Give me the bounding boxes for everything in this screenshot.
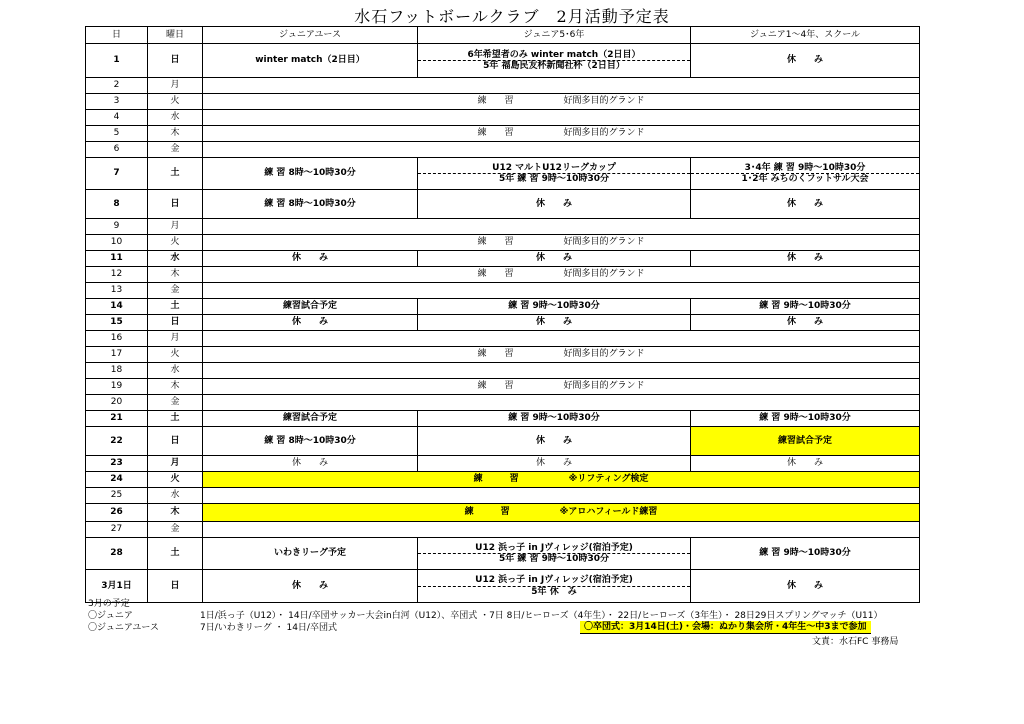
day-cell: 5 bbox=[86, 126, 148, 142]
practice-cell bbox=[203, 267, 920, 283]
day-cell: 2 bbox=[86, 78, 148, 94]
weekday-cell: 金 bbox=[148, 522, 203, 538]
practice-cell bbox=[203, 472, 920, 488]
day-cell: 3 bbox=[86, 94, 148, 110]
junior56-cell: 休 み bbox=[418, 190, 691, 219]
practice-cell bbox=[203, 94, 920, 110]
day-cell: 15 bbox=[86, 315, 148, 331]
page-title: 水石フットボールクラブ 2月活動予定表 bbox=[354, 7, 670, 26]
table-row bbox=[86, 472, 920, 488]
youth-cell: 練習試合予定 bbox=[203, 299, 418, 315]
table-row bbox=[86, 538, 920, 570]
junior14-top: 3･4年 練 習 9時～10時30分 bbox=[691, 163, 919, 174]
practice-place: 好間多目的グランド bbox=[563, 269, 645, 280]
table-row bbox=[86, 411, 920, 427]
youth-cell: 休 み bbox=[203, 251, 418, 267]
weekday-cell: 土 bbox=[148, 411, 203, 427]
youth-cell: 練 習 8時～10時30分 bbox=[203, 427, 418, 456]
header-junior-5-6: ジュニア5･6年 bbox=[418, 27, 691, 44]
weekday-cell: 日 bbox=[148, 570, 203, 603]
youth-cell: いわきリーグ予定 bbox=[203, 538, 418, 570]
practice-cell bbox=[203, 504, 920, 522]
junior56-top: U12 マルトU12リーグカップ bbox=[418, 163, 690, 174]
table-row bbox=[86, 158, 920, 190]
table-row bbox=[86, 299, 920, 315]
junior56-cell bbox=[418, 158, 691, 190]
day-cell: 1 bbox=[86, 44, 148, 78]
practice-place: 好間多目的グランド bbox=[563, 128, 645, 139]
weekday-cell: 金 bbox=[148, 142, 203, 158]
junior14-cell: 休 み bbox=[691, 251, 920, 267]
weekday-cell: 火 bbox=[148, 472, 203, 488]
practice-place: 好間多目的グランド bbox=[563, 381, 645, 392]
weekday-cell: 木 bbox=[148, 504, 203, 522]
activity-cell bbox=[203, 395, 920, 411]
junior56-top: U12 浜っ子 in Jヴィレッジ(宿泊予定) bbox=[418, 575, 690, 586]
junior14-cell: 練 習 9時～10時30分 bbox=[691, 538, 920, 570]
practice-cell bbox=[203, 347, 920, 363]
header-day: 日 bbox=[86, 27, 148, 44]
notes-junior-label: 〇ジュニア bbox=[88, 611, 133, 621]
table-row bbox=[86, 283, 920, 299]
footer-author: 文責：水石FC 事務局 bbox=[812, 637, 899, 647]
weekday-cell: 月 bbox=[148, 219, 203, 235]
youth-cell: 休 み bbox=[203, 315, 418, 331]
day-cell: 17 bbox=[86, 347, 148, 363]
notes-junior-text: 1日/浜っ子（U12）・ 14日/卒団サッカー大会in白河（U12）、卒団式 ・7日 8日/ヒーローズ（4年生）・ 22日/ヒーローズ（3年生）・ 28日29日スプリングマッチ（U11） bbox=[200, 611, 883, 621]
junior14-cell: 休 み bbox=[691, 315, 920, 331]
day-cell: 9 bbox=[86, 219, 148, 235]
day-cell: 3月1日 bbox=[86, 570, 148, 603]
table-row bbox=[86, 142, 920, 158]
table-row bbox=[86, 110, 920, 126]
table-row bbox=[86, 456, 920, 472]
junior14-cell: 休 み bbox=[691, 44, 920, 78]
junior56-cell: 休 み bbox=[418, 251, 691, 267]
day-cell: 20 bbox=[86, 395, 148, 411]
day-cell: 21 bbox=[86, 411, 148, 427]
weekday-cell: 月 bbox=[148, 456, 203, 472]
table-row bbox=[86, 251, 920, 267]
junior56-bottom: 5年 休 み bbox=[531, 586, 577, 597]
notes-youth-label: 〇ジュニアユース bbox=[88, 623, 159, 633]
header-weekday: 曜日 bbox=[148, 27, 203, 44]
practice-note: ※リフティング検定 bbox=[568, 474, 649, 485]
practice-place: 好間多目的グランド bbox=[563, 349, 645, 360]
table-row bbox=[86, 44, 920, 78]
table-row bbox=[86, 522, 920, 538]
day-cell: 12 bbox=[86, 267, 148, 283]
junior56-cell: 休 み bbox=[418, 456, 691, 472]
day-cell: 27 bbox=[86, 522, 148, 538]
day-cell: 11 bbox=[86, 251, 148, 267]
day-cell: 25 bbox=[86, 488, 148, 504]
weekday-cell: 水 bbox=[148, 251, 203, 267]
practice-place: 好間多目的グランド bbox=[563, 237, 645, 248]
day-cell: 26 bbox=[86, 504, 148, 522]
junior14-cell: 休 み bbox=[691, 570, 920, 603]
youth-cell: 練 習 8時～10時30分 bbox=[203, 190, 418, 219]
practice-label: 練 習 bbox=[477, 128, 514, 139]
junior56-cell bbox=[418, 538, 691, 570]
weekday-cell: 月 bbox=[148, 78, 203, 94]
junior56-top: U12 浜っ子 in Jヴィレッジ(宿泊予定) bbox=[418, 543, 690, 554]
notes-youth-row bbox=[88, 622, 337, 634]
day-cell: 23 bbox=[86, 456, 148, 472]
junior14-cell: 練 習 9時～10時30分 bbox=[691, 411, 920, 427]
junior14-cell: 練 習 9時～10時30分 bbox=[691, 299, 920, 315]
table-row bbox=[86, 126, 920, 142]
weekday-cell: 金 bbox=[148, 283, 203, 299]
day-cell: 8 bbox=[86, 190, 148, 219]
weekday-cell: 日 bbox=[148, 315, 203, 331]
junior56-bottom: 5年 福島民友杯新聞社杯（2日目） bbox=[483, 61, 625, 71]
youth-cell: 練習試合予定 bbox=[203, 411, 418, 427]
practice-label: 練 習 bbox=[477, 96, 514, 107]
activity-cell bbox=[203, 110, 920, 126]
table-row bbox=[86, 267, 920, 283]
junior56-cell: 休 み bbox=[418, 315, 691, 331]
notes-youth-text: 7日/いわきリーグ ・ 14日/卒団式 bbox=[200, 623, 337, 633]
weekday-cell: 日 bbox=[148, 427, 203, 456]
practice-label: 練 習 bbox=[477, 349, 514, 360]
table-row bbox=[86, 219, 920, 235]
day-cell: 10 bbox=[86, 235, 148, 251]
day-cell: 16 bbox=[86, 331, 148, 347]
day-cell: 14 bbox=[86, 299, 148, 315]
practice-note: ※アロハフィールド練習 bbox=[559, 507, 658, 518]
activity-cell bbox=[203, 78, 920, 94]
table-row bbox=[86, 315, 920, 331]
table-row bbox=[86, 488, 920, 504]
junior56-top: 6年希望者のみ winter match（2日目） bbox=[418, 50, 690, 61]
junior56-cell bbox=[418, 44, 691, 78]
table-row bbox=[86, 427, 920, 456]
practice-place: 好間多目的グランド bbox=[563, 96, 645, 107]
table-row bbox=[86, 504, 920, 522]
table-row bbox=[86, 190, 920, 219]
youth-cell: 練 習 8時～10時30分 bbox=[203, 158, 418, 190]
notes-heading: 3月の予定 bbox=[88, 599, 130, 609]
day-cell: 22 bbox=[86, 427, 148, 456]
weekday-cell: 土 bbox=[148, 158, 203, 190]
junior14-cell: 休 み bbox=[691, 456, 920, 472]
practice-label: 練 習 bbox=[477, 381, 514, 392]
junior56-cell: 休 み bbox=[418, 427, 691, 456]
weekday-cell: 金 bbox=[148, 395, 203, 411]
table-row bbox=[86, 570, 920, 603]
junior14-cell: 休 み bbox=[691, 190, 920, 219]
youth-cell: 休 み bbox=[203, 570, 418, 603]
table-row bbox=[86, 331, 920, 347]
table-row bbox=[86, 379, 920, 395]
weekday-cell: 木 bbox=[148, 126, 203, 142]
junior14-cell bbox=[691, 158, 920, 190]
practice-cell bbox=[203, 126, 920, 142]
day-cell: 24 bbox=[86, 472, 148, 488]
youth-cell: 休 み bbox=[203, 456, 418, 472]
weekday-cell: 水 bbox=[148, 110, 203, 126]
practice-label: 練 習 bbox=[464, 507, 510, 518]
day-cell: 19 bbox=[86, 379, 148, 395]
schedule-table bbox=[85, 26, 920, 603]
youth-cell: winter match（2日目） bbox=[203, 44, 418, 78]
junior56-cell: 練 習 9時～10時30分 bbox=[418, 411, 691, 427]
weekday-cell: 土 bbox=[148, 299, 203, 315]
weekday-cell: 火 bbox=[148, 347, 203, 363]
practice-label: 練 習 bbox=[477, 269, 514, 280]
practice-label: 練 習 bbox=[477, 237, 514, 248]
weekday-cell: 水 bbox=[148, 488, 203, 504]
junior56-bottom: 5年 練 習 9時～10時30分 bbox=[499, 174, 609, 184]
table-row bbox=[86, 363, 920, 379]
weekday-cell: 水 bbox=[148, 363, 203, 379]
practice-cell bbox=[203, 379, 920, 395]
activity-cell bbox=[203, 331, 920, 347]
activity-cell bbox=[203, 142, 920, 158]
practice-label: 練 習 bbox=[473, 474, 519, 485]
weekday-cell: 火 bbox=[148, 94, 203, 110]
day-cell: 13 bbox=[86, 283, 148, 299]
weekday-cell: 木 bbox=[148, 379, 203, 395]
activity-cell bbox=[203, 363, 920, 379]
activity-cell bbox=[203, 522, 920, 538]
day-cell: 28 bbox=[86, 538, 148, 570]
activity-cell bbox=[203, 488, 920, 504]
table-row bbox=[86, 78, 920, 94]
weekday-cell: 日 bbox=[148, 190, 203, 219]
weekday-cell: 日 bbox=[148, 44, 203, 78]
day-cell: 18 bbox=[86, 363, 148, 379]
junior56-cell: 練 習 9時～10時30分 bbox=[418, 299, 691, 315]
day-cell: 6 bbox=[86, 142, 148, 158]
notes-junior-row bbox=[88, 610, 883, 622]
weekday-cell: 木 bbox=[148, 267, 203, 283]
day-cell: 7 bbox=[86, 158, 148, 190]
activity-cell bbox=[203, 219, 920, 235]
weekday-cell: 月 bbox=[148, 331, 203, 347]
junior56-bottom: 5年 練 習 9時～10時30分 bbox=[499, 554, 609, 564]
table-row bbox=[86, 94, 920, 110]
table-row bbox=[86, 235, 920, 251]
junior56-cell bbox=[418, 570, 691, 603]
activity-cell bbox=[203, 283, 920, 299]
header-junior-1-4: ジュニア1～4年、スクール bbox=[691, 27, 920, 44]
header-row bbox=[86, 27, 920, 44]
weekday-cell: 火 bbox=[148, 235, 203, 251]
table-row bbox=[86, 395, 920, 411]
practice-cell bbox=[203, 235, 920, 251]
day-cell: 4 bbox=[86, 110, 148, 126]
weekday-cell: 土 bbox=[148, 538, 203, 570]
junior14-cell: 練習試合予定 bbox=[691, 427, 920, 456]
junior14-bottom: 1･2年 みちのくフットサル大会 bbox=[741, 174, 869, 184]
graduation-highlight: 〇卒団式：3月14日(土)・会場：ぬかり集会所・4年生～中3まで参加 bbox=[580, 621, 871, 634]
table-row bbox=[86, 347, 920, 363]
header-junior-youth: ジュニアユース bbox=[203, 27, 418, 44]
